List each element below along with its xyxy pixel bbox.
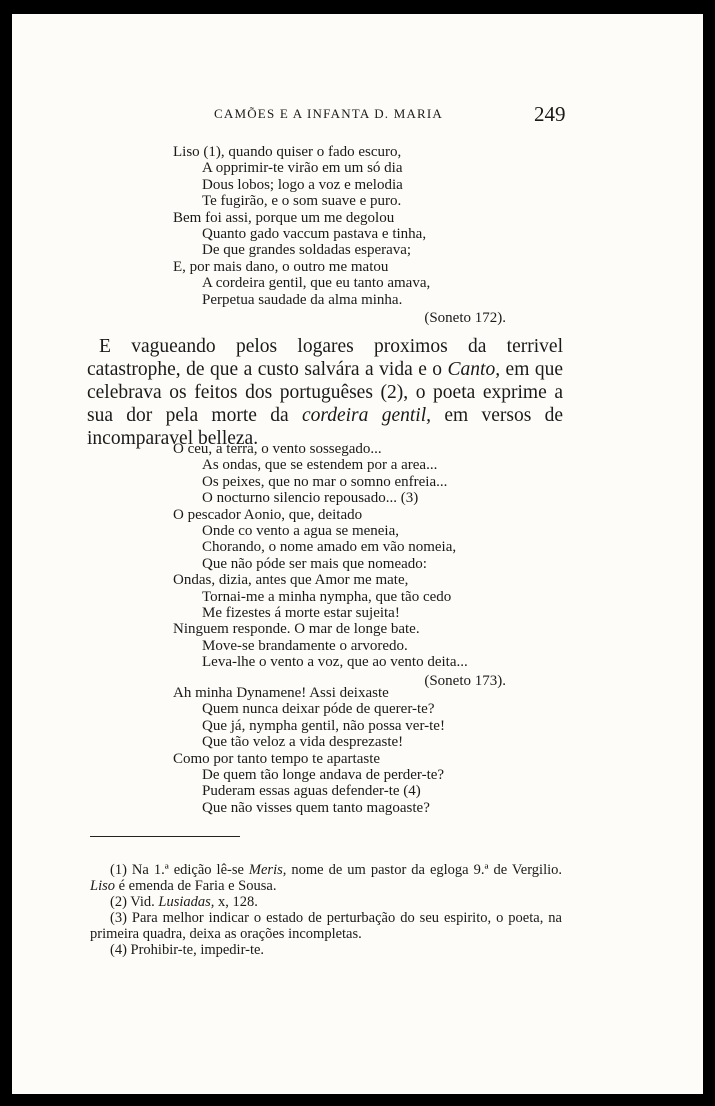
poem-line: O pescador Aonio, que, deitado bbox=[173, 506, 363, 523]
poem-line: A opprimir-te virão em um só dia bbox=[202, 160, 403, 177]
poem-line: E, por mais dano, o outro me matou bbox=[173, 258, 389, 275]
footnotes bbox=[90, 862, 562, 958]
poem-line: Que tão veloz a vida desprezaste! bbox=[202, 734, 404, 751]
prose-text: em que celebrava os feitos dos portuguêses (2), o poeta exprime a sua dor pela morte da bbox=[87, 359, 563, 426]
poem-line: Ninguem responde. O mar de longe bate. bbox=[173, 621, 420, 638]
poem-line: Que não visses quem tanto magoaste? bbox=[202, 799, 430, 816]
poem-attribution: (Soneto 172). bbox=[424, 310, 506, 327]
poem-attribution: (Soneto 173). bbox=[424, 672, 506, 689]
footnote-text: (2) Vid. bbox=[110, 894, 159, 910]
running-title: CAMÕES E A INFANTA D. MARIA bbox=[214, 106, 444, 121]
page-number: 249 bbox=[534, 102, 566, 126]
footnote-4: (4) Prohibir-te, impedir-te. bbox=[110, 942, 265, 958]
poem-soneto-172 bbox=[173, 144, 506, 326]
footnote-italic: Lusiadas, bbox=[158, 894, 215, 910]
poem-line: Liso (1), quando quiser o fado escuro, bbox=[173, 144, 402, 160]
poem-line: Quanto gado vaccum pastava e tinha, bbox=[202, 226, 427, 243]
poem-line: Ondas, dizia, antes que Amor me mate, bbox=[173, 572, 409, 589]
footnote-1 bbox=[90, 862, 562, 894]
footnote-text: é emenda de Faria e Sousa. bbox=[115, 878, 277, 894]
poem-line: Tornai-me a minha nympha, que tão cedo bbox=[202, 588, 452, 605]
footnote-italic: Liso bbox=[90, 878, 115, 894]
poem-line: Me fizestes á morte estar sujeita! bbox=[202, 605, 400, 622]
poem-line: Os peixes, que no mar o somno enfreia... bbox=[202, 473, 448, 490]
poem-line: Bem foi assi, porque um me degolou bbox=[173, 209, 395, 226]
footnote-2 bbox=[90, 894, 562, 910]
poem-line: De quem tão longe andava de perder-te? bbox=[202, 767, 445, 784]
poem-line: Que não póde ser mais que nomeado: bbox=[202, 555, 427, 572]
poem-line: Te fugirão, e o som suave e puro. bbox=[202, 193, 402, 210]
footnote-italic: Meris, bbox=[248, 862, 287, 878]
poem-line: Que já, nympha gentil, não possa ver-te! bbox=[202, 717, 445, 734]
poem-line: A cordeira gentil, que eu tanto amava, bbox=[202, 275, 431, 292]
footnote-rule bbox=[90, 836, 240, 837]
poem-line: Ah minha Dynamene! Assi deixaste bbox=[173, 685, 389, 701]
poem-line: Leva-lhe o vento a voz, que ao vento deita... bbox=[202, 654, 468, 671]
poem-line: O nocturno silencio repousado... (3) bbox=[202, 490, 419, 507]
page-header bbox=[12, 102, 703, 130]
poem-line: O ceu, a terra, o vento sossegado... bbox=[173, 441, 382, 457]
poem-line: Quem nunca deixar póde de querer-te? bbox=[202, 701, 435, 718]
footnote-text: x, 128. bbox=[214, 894, 258, 910]
poem-line: Como por tanto tempo te apartaste bbox=[173, 750, 381, 767]
footnote-text: (1) Na 1.ª edição lê-se bbox=[110, 862, 249, 878]
prose-text: E vagueando pelos logares proximos da terrivel catastrophe, de que a custo salvára a vida e o bbox=[87, 336, 563, 380]
poem-soneto-173 bbox=[173, 441, 506, 689]
footnote-3: (3) Para melhor indicar o estado de perturbação do seu espirito, o poeta, na primeira quadra, deixa as orações incompletas. bbox=[90, 910, 562, 942]
footnote-text: nome de um pastor da egloga 9.ª de Vergilio. bbox=[286, 862, 562, 878]
poem-line: Perpetua saudade da alma minha. bbox=[202, 291, 403, 308]
poem-line: Move-se brandamente o arvoredo. bbox=[202, 637, 408, 654]
prose-italic-cordeira: cordeira gentil, bbox=[301, 405, 431, 426]
prose-paragraph bbox=[87, 335, 563, 450]
poem-line: As ondas, que se estendem por a area... bbox=[202, 457, 438, 474]
poem-line: Dous lobos; logo a voz e melodia bbox=[202, 176, 403, 193]
prose-text: em versos de incomparavel belleza. bbox=[87, 405, 564, 449]
book-page bbox=[12, 14, 703, 1094]
poem-dynamene bbox=[173, 685, 506, 816]
poem-line: Chorando, o nome amado em vão nomeia, bbox=[202, 539, 457, 556]
poem-line: Puderam essas aguas defender-te (4) bbox=[202, 783, 421, 800]
poem-line: Onde co vento a agua se meneia, bbox=[202, 523, 399, 540]
poem-line: De que grandes soldadas esperava; bbox=[202, 242, 412, 259]
prose-italic-canto: Canto, bbox=[447, 359, 501, 380]
